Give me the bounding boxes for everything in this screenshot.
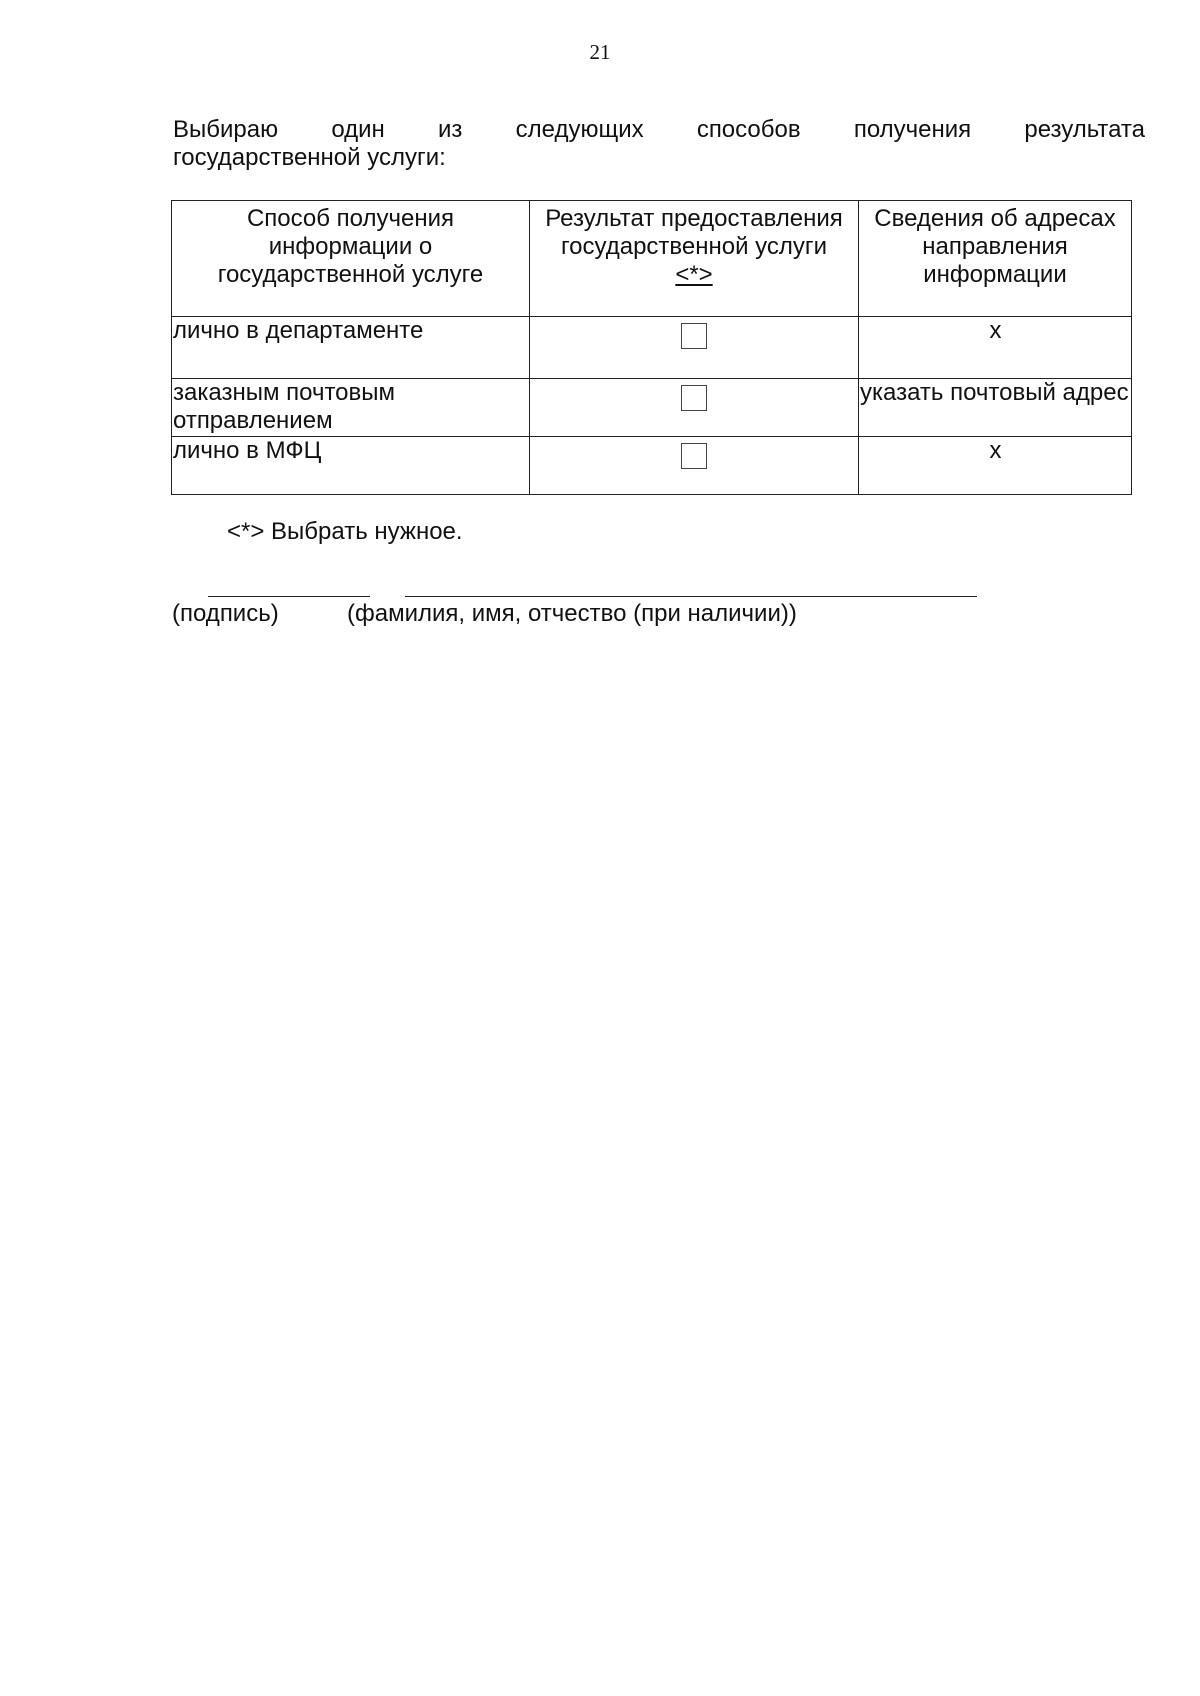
checkbox-cell [530, 379, 859, 437]
checkbox-cell [530, 437, 859, 495]
delivery-method-table [171, 200, 1132, 495]
table-row [172, 379, 1132, 437]
intro-text [173, 116, 1145, 172]
header-result-footnote-ref: <*> [675, 261, 713, 288]
intro-word: результата [1024, 116, 1145, 143]
intro-word: из [438, 116, 463, 143]
address-cell: x [859, 437, 1132, 495]
checkbox-department[interactable] [681, 323, 707, 349]
full-name-label: (фамилия, имя, отчество (при наличии)) [347, 600, 797, 627]
intro-line-1 [173, 116, 1145, 144]
signature-label: (подпись) [172, 600, 279, 627]
address-cell: указать почтовый адрес [859, 379, 1132, 437]
footnote: <*> Выбрать нужное. [227, 518, 463, 545]
full-name-line[interactable] [405, 596, 977, 597]
header-result [530, 201, 859, 317]
method-cell: лично в департаменте [172, 317, 530, 379]
intro-word: получения [853, 116, 972, 143]
intro-word: Выбираю [173, 116, 279, 143]
intro-line-2: государственной услуги: [173, 144, 446, 171]
intro-word: один [331, 116, 385, 143]
header-method: Способ получения информации о государственной услуге [172, 201, 530, 317]
page-number: 21 [589, 40, 611, 64]
intro-word: следующих [515, 116, 644, 143]
table-header-row [172, 201, 1132, 317]
header-address: Сведения об адресах направления информации [859, 201, 1132, 317]
table-row [172, 437, 1132, 495]
checkbox-registered-mail[interactable] [681, 385, 707, 411]
intro-word: способов [696, 116, 801, 143]
method-cell: лично в МФЦ [172, 437, 530, 495]
checkbox-mfc[interactable] [681, 443, 707, 469]
signature-line[interactable] [208, 596, 370, 597]
checkbox-cell [530, 317, 859, 379]
address-cell: x [859, 317, 1132, 379]
method-cell: заказным почтовым отправлением [172, 379, 530, 437]
header-result-text: Результат предоставления государственной услуги [545, 205, 843, 260]
table-row [172, 317, 1132, 379]
